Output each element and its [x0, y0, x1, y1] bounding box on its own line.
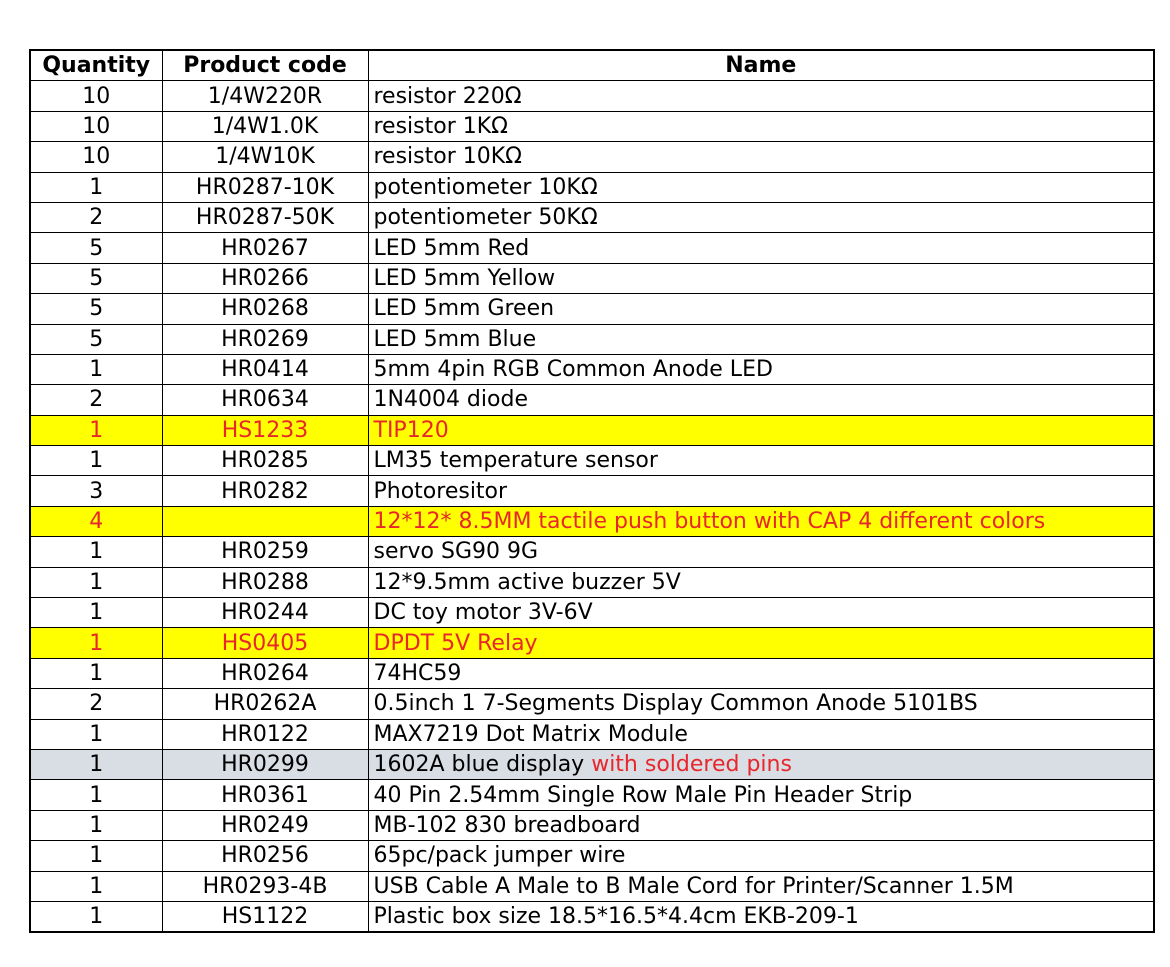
- quantity-cell: 5: [30, 233, 162, 263]
- name-cell: [368, 233, 1154, 263]
- quantity-cell: 1: [30, 537, 162, 567]
- name-note: with soldered pins: [591, 752, 792, 778]
- name-cell: [368, 354, 1154, 384]
- quantity-cell: 1: [30, 628, 162, 658]
- name-cell: [368, 415, 1154, 445]
- quantity-cell: 1: [30, 598, 162, 628]
- product-code-cell: HS0405: [162, 628, 368, 658]
- name-text: MB-102 830 breadboard: [373, 812, 641, 838]
- quantity-cell: 2: [30, 689, 162, 719]
- product-code-cell: HR0361: [162, 780, 368, 810]
- table-row: [30, 385, 1154, 415]
- table-row: [30, 841, 1154, 871]
- quantity-cell: 1: [30, 810, 162, 840]
- table-row: [30, 294, 1154, 324]
- name-cell: [368, 658, 1154, 688]
- table-row: [30, 871, 1154, 901]
- name-cell: [368, 142, 1154, 172]
- name-text: 74HC59: [373, 661, 462, 686]
- name-cell: [368, 385, 1154, 415]
- product-code-cell: HR0634: [162, 385, 368, 415]
- name-text: LED 5mm Green: [373, 296, 555, 322]
- name-cell: [368, 901, 1154, 932]
- name-text: Plastic box size 18.5*16.5*4.4cm EKB-209-1: [373, 904, 859, 930]
- name-cell: [368, 324, 1154, 354]
- header-product-code: Product code: [162, 50, 368, 81]
- name-text: DPDT 5V Relay: [373, 630, 538, 656]
- quantity-cell: 1: [30, 749, 162, 779]
- name-text: resistor 10KΩ: [373, 144, 522, 170]
- quantity-cell: 1: [30, 871, 162, 901]
- product-code-cell: HR0268: [162, 294, 368, 324]
- table-row: [30, 598, 1154, 628]
- table-row: [30, 446, 1154, 476]
- product-code-cell: HR0282: [162, 476, 368, 506]
- quantity-cell: 1: [30, 354, 162, 384]
- name-text: DC toy motor 3V-6V: [373, 600, 593, 626]
- table-row: [30, 689, 1154, 719]
- name-text: 12*12* 8.5MM tactile push button with CAP 4 different colors: [373, 509, 1046, 535]
- table-row: [30, 628, 1154, 658]
- product-code-cell: HR0262A: [162, 689, 368, 719]
- product-code-cell: 1/4W1.0K: [162, 111, 368, 141]
- quantity-cell: 1: [30, 780, 162, 810]
- name-text: resistor 1KΩ: [373, 113, 508, 139]
- name-cell: [368, 172, 1154, 202]
- quantity-cell: 5: [30, 263, 162, 293]
- name-text: Photoresitor: [373, 478, 508, 504]
- name-cell: [368, 628, 1154, 658]
- header-name: Name: [368, 50, 1154, 81]
- name-cell: [368, 537, 1154, 567]
- quantity-cell: 2: [30, 202, 162, 232]
- product-code-cell: HR0287-10K: [162, 172, 368, 202]
- product-code-cell: 1/4W220R: [162, 81, 368, 111]
- table-row: [30, 81, 1154, 111]
- table-row: [30, 567, 1154, 597]
- name-cell: [368, 506, 1154, 536]
- product-code-cell: HR0299: [162, 749, 368, 779]
- header-row: [30, 50, 1154, 81]
- product-code-cell: HR0414: [162, 354, 368, 384]
- name-cell: [368, 294, 1154, 324]
- product-code-cell: HR0256: [162, 841, 368, 871]
- name-text: servo SG90 9G: [373, 539, 539, 565]
- quantity-cell: 10: [30, 81, 162, 111]
- quantity-cell: 3: [30, 476, 162, 506]
- name-text: potentiometer 50KΩ: [373, 205, 598, 231]
- product-code-cell: HR0264: [162, 658, 368, 688]
- table-row: [30, 749, 1154, 779]
- table-row: [30, 202, 1154, 232]
- table-row: [30, 658, 1154, 688]
- name-text: 65pc/pack jumper wire: [373, 843, 626, 869]
- product-code-cell: [162, 506, 368, 536]
- quantity-cell: 10: [30, 142, 162, 172]
- name-text: 1N4004 diode: [373, 387, 528, 413]
- name-cell: [368, 111, 1154, 141]
- quantity-cell: 5: [30, 294, 162, 324]
- table-row: [30, 719, 1154, 749]
- name-text: TIP120: [373, 417, 449, 443]
- quantity-cell: 10: [30, 111, 162, 141]
- table-body: [30, 81, 1154, 932]
- name-cell: [368, 780, 1154, 810]
- product-code-cell: 1/4W10K: [162, 142, 368, 172]
- name-text: 12*9.5mm active buzzer 5V: [373, 569, 681, 595]
- name-text: resistor 220Ω: [373, 83, 522, 109]
- table-row: [30, 901, 1154, 932]
- parts-table: [29, 49, 1155, 933]
- product-code-cell: HR0122: [162, 719, 368, 749]
- table-row: [30, 111, 1154, 141]
- product-code-cell: HR0259: [162, 537, 368, 567]
- header-quantity: Quantity: [30, 50, 162, 81]
- product-code-cell: HR0285: [162, 446, 368, 476]
- name-cell: [368, 719, 1154, 749]
- table-row: [30, 506, 1154, 536]
- name-cell: [368, 263, 1154, 293]
- product-code-cell: HS1233: [162, 415, 368, 445]
- name-cell: [368, 446, 1154, 476]
- quantity-cell: 1: [30, 719, 162, 749]
- quantity-cell: 5: [30, 324, 162, 354]
- quantity-cell: 1: [30, 172, 162, 202]
- name-text: LED 5mm Blue: [373, 326, 537, 352]
- table-row: [30, 415, 1154, 445]
- table-row: [30, 780, 1154, 810]
- name-text: 0.5inch 1 7-Segments Display Common Anode 5101BS: [373, 691, 978, 717]
- quantity-cell: 2: [30, 385, 162, 415]
- name-text: LM35 temperature sensor: [373, 448, 658, 474]
- name-cell: [368, 567, 1154, 597]
- name-cell: [368, 749, 1154, 779]
- product-code-cell: HR0287-50K: [162, 202, 368, 232]
- name-cell: [368, 689, 1154, 719]
- table-row: [30, 324, 1154, 354]
- table-row: [30, 142, 1154, 172]
- name-text: 1602A blue display: [373, 752, 592, 778]
- name-cell: [368, 810, 1154, 840]
- name-cell: [368, 81, 1154, 111]
- product-code-cell: HR0288: [162, 567, 368, 597]
- name-cell: [368, 202, 1154, 232]
- name-text: LED 5mm Red: [373, 235, 530, 261]
- name-text: MAX7219 Dot Matrix Module: [373, 721, 688, 747]
- name-text: 40 Pin 2.54mm Single Row Male Pin Header Strip: [373, 782, 913, 808]
- product-code-cell: HR0266: [162, 263, 368, 293]
- name-cell: [368, 871, 1154, 901]
- quantity-cell: 1: [30, 841, 162, 871]
- quantity-cell: 1: [30, 567, 162, 597]
- name-text: potentiometer 10KΩ: [373, 174, 598, 200]
- table-row: [30, 476, 1154, 506]
- product-code-cell: HS1122: [162, 901, 368, 932]
- product-code-cell: HR0267: [162, 233, 368, 263]
- product-code-cell: HR0244: [162, 598, 368, 628]
- name-cell: [368, 841, 1154, 871]
- name-cell: [368, 476, 1154, 506]
- table-row: [30, 810, 1154, 840]
- name-text: USB Cable A Male to B Male Cord for Printer/Scanner 1.5M: [373, 873, 1014, 899]
- table-row: [30, 233, 1154, 263]
- table-row: [30, 537, 1154, 567]
- quantity-cell: 1: [30, 446, 162, 476]
- table-row: [30, 354, 1154, 384]
- product-code-cell: HR0249: [162, 810, 368, 840]
- quantity-cell: 1: [30, 901, 162, 932]
- name-cell: [368, 598, 1154, 628]
- quantity-cell: 1: [30, 415, 162, 445]
- product-code-cell: HR0293-4B: [162, 871, 368, 901]
- name-text: 5mm 4pin RGB Common Anode LED: [373, 357, 773, 383]
- table-row: [30, 263, 1154, 293]
- table-row: [30, 172, 1154, 202]
- quantity-cell: 4: [30, 506, 162, 536]
- name-text: LED 5mm Yellow: [373, 265, 556, 291]
- product-code-cell: HR0269: [162, 324, 368, 354]
- quantity-cell: 1: [30, 658, 162, 688]
